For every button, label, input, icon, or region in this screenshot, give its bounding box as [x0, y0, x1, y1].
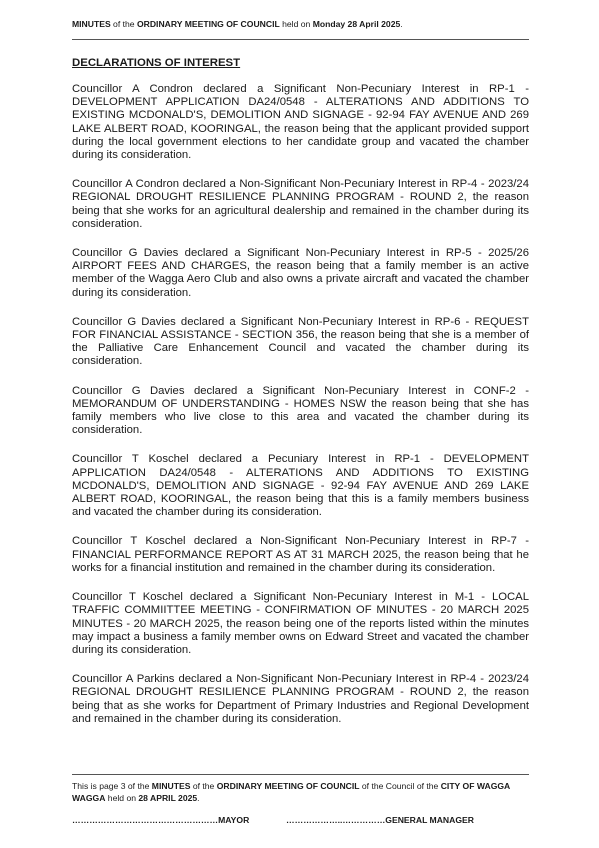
header-divider — [72, 39, 529, 40]
declaration-paragraph: Councillor A Parkins declared a Non-Significant Non-Pecuniary Interest in RP-4 - 2023/24 REGIONAL DROUGHT RESILIENCE PLANNING PROGRAM - ROUND 2, the reason being that as she works for Department of Primary Industries and Regional Development and remained in the chamber during its consideration. — [72, 673, 529, 725]
declaration-paragraph: Councillor G Davies declared a Significant Non-Pecuniary Interest in RP-5 - 2025/26 AIRPORT FEES AND CHARGES, the reason being that a family member is an active member of the Wagga Aero Club and also owns a private aircraft and vacated the chamber during its consideration. — [72, 247, 529, 299]
header-text: . — [400, 19, 403, 29]
footer-text: of the — [190, 781, 217, 791]
footer-council-name: CITY OF WAGGA WAGGA — [72, 781, 510, 803]
declaration-paragraph: Councillor T Koschel declared a Non-Significant Non-Pecuniary Interest in RP-7 - FINANCIAL PERFORMANCE REPORT AS AT 31 MARCH 2025, the reason being that he works for a financial institution and remained in the chamber during its consideration. — [72, 535, 529, 574]
header-meeting-name: ORDINARY MEETING OF COUNCIL — [136, 19, 280, 29]
general-manager-signature-line: ………………..……………GENERAL MANAGER — [286, 815, 474, 825]
declaration-paragraph: Councillor A Condron declared a Significant Non-Pecuniary Interest in RP-1 - DEVELOPMENT APPLICATION DA24/0548 - ALTERATIONS AND ADDITIONS TO EXISTING MCDONALD'S, DEMOLITION AND SIGNAGE - 92-94 FAY AVENUE AND 269 LAKE ALBERT ROAD, KOORINGAL, the reason being that the applicant provided support during the local government elections to her candidate group and vacated the chamber during its consideration. — [72, 83, 529, 162]
header-text: of the — [110, 19, 137, 29]
page-footer — [72, 780, 529, 804]
footer-text: of the Council of the — [359, 781, 441, 791]
declaration-paragraph: Councillor G Davies declared a Significant Non-Pecuniary Interest in RP-6 - REQUEST FOR FINANCIAL ASSISTANCE - SECTION 356, the reason being that she is a member of the Palliative Care Enhancement Council and vacated the chamber during its consideration. — [72, 315, 529, 368]
header-meeting-date: Monday 28 April 2025 — [312, 19, 401, 29]
footer-text: . — [197, 793, 200, 803]
footer-meeting-name: ORDINARY MEETING OF COUNCIL — [216, 781, 360, 791]
footer-text: This is page 3 of the — [72, 781, 152, 791]
footer-divider — [72, 774, 529, 775]
footer-text: held on — [105, 793, 139, 803]
section-title: DECLARATIONS OF INTEREST — [72, 57, 241, 69]
footer-meeting-date: 28 APRIL 2025 — [138, 793, 198, 803]
page-header — [72, 18, 529, 30]
declaration-paragraph: Councillor T Koschel declared a Significant Non-Pecuniary Interest in M-1 - LOCAL TRAFFIC COMMIITTEE MEETING - CONFIRMATION OF MINUTES - 20 MARCH 2025 MINUTES - 20 MARCH 2025, the reason being one of the reports listed within the minutes may impact a business a family member owns on Edward Street and vacated the chamber during its consideration. — [72, 591, 529, 656]
footer-doc-type: MINUTES — [151, 781, 191, 791]
declaration-paragraph: Councillor G Davies declared a Significant Non-Pecuniary Interest in CONF-2 - MEMORANDUM OF UNDERSTANDING - HOMES NSW the reason being that she has family members who live close to this area and vacated the chamber during its consideration. — [72, 384, 529, 437]
mayor-signature-line: ……………………………………………MAYOR — [72, 815, 250, 825]
declaration-paragraph: Councillor A Condron declared a Non-Significant Non-Pecuniary Interest in RP-4 - 2023/24 REGIONAL DROUGHT RESILIENCE PLANNING PROGRAM - ROUND 2, the reason being that she works for an agricultural dealership and remained in the chamber during its consideration. — [72, 178, 529, 230]
declaration-paragraph: Councillor T Koschel declared a Pecuniary Interest in RP-1 - DEVELOPMENT APPLICATION DA24/0548 - ALTERATIONS AND ADDITIONS TO EXISTING MCDONALD'S, DEMOLITION AND SIGNAGE - 92-94 FAY AVENUE AND 269 LAKE ALBERT ROAD, KOORINGAL, the reason being that this is a family members business and vacated the chamber during its consideration. — [72, 453, 529, 519]
declarations-body — [72, 83, 529, 742]
header-text: held on — [279, 19, 313, 29]
header-doc-type: MINUTES — [72, 19, 111, 29]
